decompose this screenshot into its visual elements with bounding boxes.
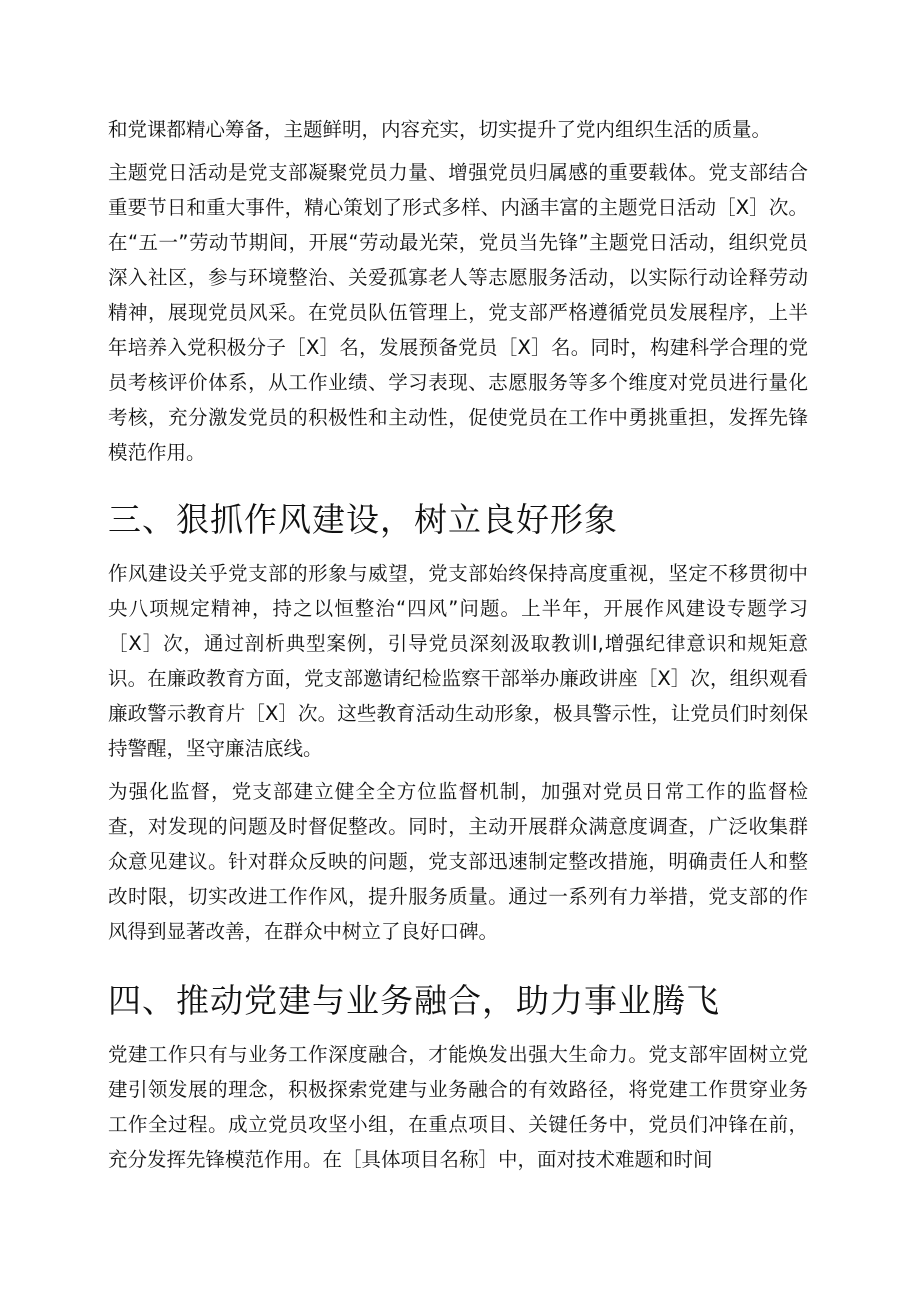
document-page <box>108 112 808 1185</box>
section-heading-4: 四、推动党建与业务融合，助力事业腾飞 <box>108 981 720 1020</box>
paragraph-supervision: 为强化监督，党支部建立健全全方位监督机制，加强对党员日常工作的监督检查，对发现的问题及时督促整改。同时，主动开展群众满意度调查，广泛收集群众意见建议。针对群众反映的问题，党支部迅速制定整改措施，明确责任人和整改时限，切实改进工作作风，提升服务质量。通过一系列有力举措，党支部的作风得到显著改善，在群众中树立了良好口碑。 <box>108 780 808 943</box>
section-heading-3: 三、狠抓作风建设，树立良好形象 <box>108 500 618 539</box>
paragraph-intro-continuation: 和党课都精心筹备，主题鲜明，内容充实，切实提升了党内组织生活的质量。 <box>108 118 772 141</box>
paragraph-business-integration: 党建工作只有与业务工作深度融合，才能焕发出强大生命力。党支部牢固树立党建引领发展的理念，积极探索党建与业务融合的有效路径，将党建工作贯穿业务工作全过程。成立党员攻坚小组，在重点项目、关键任务中，党员们冲锋在前，充分发挥先锋模范作用。在［具体项目名称］中，面对技术难题和时间 <box>108 1043 808 1171</box>
paragraph-work-style: 作风建设关乎党支部的形象与威望，党支部始终保持高度重视，坚定不移贯彻中央八项规定精神，持之以恒整治“四风”问题。上半年，开展作风建设专题学习［X］次，通过剖析典型案例，引导党员深刻汲取教训I,增强纪律意识和规矩意识。在廉政教育方面，党支部邀请纪检监察干部举办廉政讲座［X］次，组织观看廉政警示教育片［X］次。这些教育活动生动形象，极具警示性，让党员们时刻保持警醒，坚守廉洁底线。 <box>108 562 808 760</box>
paragraph-theme-party-day: 主题党日活动是党支部凝聚党员力量、增强党员归属感的重要载体。党支部结合重要节日和重大事件，精心策划了形式多样、内涵丰富的主题党日活动［X］次。在“五一”劳动节期间，开展“劳动最光荣，党员当先锋”主题党日活动，组织党员深入社区，参与环境整治、关爱孤寡老人等志愿服务活动，以实际行动诠释劳动精神，展现党员风采。在党员队伍管理上，党支部严格遵循党员发展程序，上半年培养入党积极分子［X］名，发展预备党员［X］名。同时，构建科学合理的党员考核评价体系，从工作业绩、学习表现、志愿服务等多个维度对党员进行量化考核，充分激发党员的积极性和主动性，促使党员在工作中勇挑重担，发挥先锋模范作用。 <box>108 161 808 464</box>
